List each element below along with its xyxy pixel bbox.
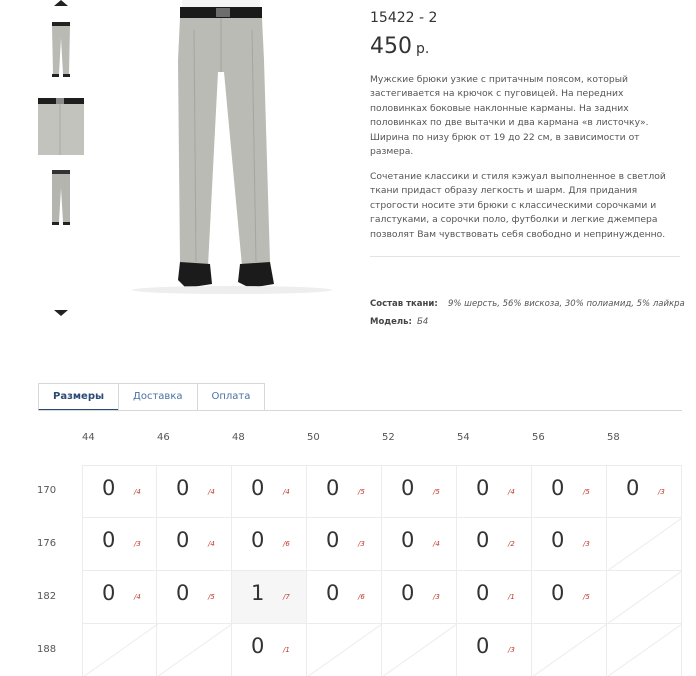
price-value: 450 bbox=[370, 34, 412, 59]
tab-sizes[interactable]: Размеры bbox=[38, 383, 119, 411]
fabric-value: 9% шерсть, 56% вискоза, 30% полиамид, 5% лайкра bbox=[448, 299, 685, 309]
size-label-54: 54 bbox=[457, 432, 470, 443]
size-cell-unavailable bbox=[607, 571, 682, 624]
stock-total: /5 bbox=[583, 488, 590, 496]
height-label-182: 182 bbox=[37, 591, 57, 602]
stock-total: /5 bbox=[358, 488, 365, 496]
stock-quantity: 0 bbox=[326, 581, 340, 605]
stock-total: /4 bbox=[208, 540, 215, 548]
size-cell[interactable] bbox=[457, 571, 532, 624]
unavailable-slash-icon bbox=[607, 571, 682, 624]
stock-quantity: 0 bbox=[251, 476, 265, 500]
stock-total: /4 bbox=[508, 488, 515, 496]
stock-total: /5 bbox=[208, 593, 215, 601]
size-cell-unavailable bbox=[307, 624, 382, 676]
size-label-58: 58 bbox=[607, 432, 620, 443]
size-cell[interactable] bbox=[82, 571, 157, 624]
size-label-56: 56 bbox=[532, 432, 545, 443]
stock-quantity: 0 bbox=[476, 581, 490, 605]
size-cell[interactable] bbox=[382, 518, 457, 571]
size-cell[interactable] bbox=[232, 624, 307, 676]
size-cell[interactable] bbox=[232, 465, 307, 518]
size-cell[interactable] bbox=[532, 465, 607, 518]
product-description: Мужские брюки узкие с притачным поясом, который застегивается на крючок с пуговицей. На передних половинках боковые наклонные карманы. На задних половинках по две вытачки и два кармана «в листочку». Ширина по низу брюк от 19 до 22 см, в зависимости от размера. bbox=[370, 74, 649, 158]
product-sku: 15422 - 2 bbox=[370, 10, 438, 26]
stock-total: /4 bbox=[208, 488, 215, 496]
size-cell[interactable] bbox=[157, 518, 232, 571]
stock-total: /2 bbox=[508, 540, 515, 548]
stock-total: /3 bbox=[433, 593, 440, 601]
tab-payment[interactable]: Оплата bbox=[197, 383, 266, 410]
info-divider bbox=[370, 256, 680, 257]
thumbnails-down-arrow-icon[interactable] bbox=[54, 310, 68, 316]
thumbnail-front[interactable] bbox=[38, 20, 84, 80]
stock-quantity: 0 bbox=[476, 528, 490, 552]
model-label: Модель: bbox=[370, 317, 412, 327]
tab-delivery[interactable]: Доставка bbox=[118, 383, 197, 410]
stock-total: /3 bbox=[658, 488, 665, 496]
size-cell[interactable] bbox=[607, 465, 682, 518]
size-cell-unavailable bbox=[382, 624, 457, 676]
height-label-188: 188 bbox=[37, 644, 57, 655]
size-cell[interactable] bbox=[157, 465, 232, 518]
product-main-image bbox=[130, 0, 335, 295]
size-label-44: 44 bbox=[82, 432, 95, 443]
size-label-46: 46 bbox=[157, 432, 170, 443]
fabric-label: Состав ткани: bbox=[370, 299, 438, 309]
stock-quantity: 0 bbox=[551, 528, 565, 552]
stock-total: /1 bbox=[283, 646, 290, 654]
size-cell[interactable] bbox=[457, 465, 532, 518]
size-cell[interactable] bbox=[532, 571, 607, 624]
size-cell[interactable] bbox=[232, 518, 307, 571]
stock-total: /4 bbox=[134, 488, 141, 496]
stock-quantity: 1 bbox=[251, 581, 265, 605]
size-cell[interactable] bbox=[82, 518, 157, 571]
stock-total: /4 bbox=[134, 593, 141, 601]
size-cell-unavailable bbox=[532, 624, 607, 676]
stock-total: /3 bbox=[134, 540, 141, 548]
thumbnail-back[interactable] bbox=[38, 168, 84, 228]
size-cell-unavailable bbox=[82, 624, 157, 676]
size-cell[interactable] bbox=[232, 571, 307, 624]
stock-total: /1 bbox=[508, 593, 515, 601]
stock-quantity: 0 bbox=[401, 476, 415, 500]
stock-total: /3 bbox=[508, 646, 515, 654]
size-cell[interactable] bbox=[382, 571, 457, 624]
size-cell[interactable] bbox=[457, 624, 532, 676]
stock-total: /5 bbox=[583, 593, 590, 601]
unavailable-slash-icon bbox=[307, 624, 382, 676]
stock-quantity: 0 bbox=[102, 581, 116, 605]
size-cell-unavailable bbox=[157, 624, 232, 676]
stock-total: /6 bbox=[358, 593, 365, 601]
size-cell[interactable] bbox=[532, 518, 607, 571]
stock-quantity: 0 bbox=[476, 634, 490, 658]
stock-quantity: 0 bbox=[326, 476, 340, 500]
size-cell[interactable] bbox=[457, 518, 532, 571]
size-cell[interactable] bbox=[382, 465, 457, 518]
size-cell[interactable] bbox=[307, 465, 382, 518]
product-price bbox=[370, 34, 429, 59]
stock-quantity: 0 bbox=[476, 476, 490, 500]
size-cell[interactable] bbox=[307, 518, 382, 571]
tabs-underline bbox=[38, 410, 682, 411]
stock-total: /4 bbox=[283, 488, 290, 496]
size-label-52: 52 bbox=[382, 432, 395, 443]
unavailable-slash-icon bbox=[83, 624, 158, 676]
unavailable-slash-icon bbox=[607, 518, 682, 571]
unavailable-slash-icon bbox=[157, 624, 232, 676]
stock-total: /3 bbox=[583, 540, 590, 548]
size-cell[interactable] bbox=[82, 465, 157, 518]
stock-quantity: 0 bbox=[551, 476, 565, 500]
stock-quantity: 0 bbox=[176, 476, 190, 500]
stock-total: /5 bbox=[433, 488, 440, 496]
fabric-spec bbox=[370, 299, 685, 309]
stock-quantity: 0 bbox=[251, 528, 265, 552]
size-cell[interactable] bbox=[157, 571, 232, 624]
size-label-50: 50 bbox=[307, 432, 320, 443]
size-cell-unavailable bbox=[607, 518, 682, 571]
model-value: Б4 bbox=[417, 317, 429, 327]
stock-quantity: 0 bbox=[551, 581, 565, 605]
stock-quantity: 0 bbox=[626, 476, 640, 500]
stock-total: /3 bbox=[358, 540, 365, 548]
stock-quantity: 0 bbox=[176, 581, 190, 605]
unavailable-slash-icon bbox=[532, 624, 607, 676]
unavailable-slash-icon bbox=[607, 624, 682, 676]
size-label-48: 48 bbox=[232, 432, 245, 443]
size-cell-unavailable bbox=[607, 624, 682, 676]
unavailable-slash-icon bbox=[382, 624, 457, 676]
height-label-170: 170 bbox=[37, 485, 57, 496]
height-label-176: 176 bbox=[37, 538, 57, 549]
stock-quantity: 0 bbox=[401, 528, 415, 552]
info-tabs bbox=[38, 383, 264, 411]
stock-quantity: 0 bbox=[401, 581, 415, 605]
product-styling-text: Сочетание классики и стиля кэжуал выполненное в светлой ткани придаст образу легкость и шарм. Для придания строгости носите эти брюки с классическими сорочками и галстуками, а сорочки поло, футболки и легкие джемпера позволят Вам чувствовать себя свободно и непринужденно. bbox=[370, 171, 666, 240]
size-cell[interactable] bbox=[307, 571, 382, 624]
stock-quantity: 0 bbox=[102, 528, 116, 552]
model-spec bbox=[370, 317, 428, 327]
stock-quantity: 0 bbox=[251, 634, 265, 658]
stock-quantity: 0 bbox=[102, 476, 116, 500]
stock-quantity: 0 bbox=[326, 528, 340, 552]
thumbnails-up-arrow-icon[interactable] bbox=[54, 0, 68, 6]
stock-total: /7 bbox=[283, 593, 290, 601]
stock-quantity: 0 bbox=[176, 528, 190, 552]
thumbnail-detail[interactable] bbox=[38, 95, 84, 155]
stock-total: /6 bbox=[283, 540, 290, 548]
price-currency: р. bbox=[416, 41, 430, 57]
stock-total: /4 bbox=[433, 540, 440, 548]
